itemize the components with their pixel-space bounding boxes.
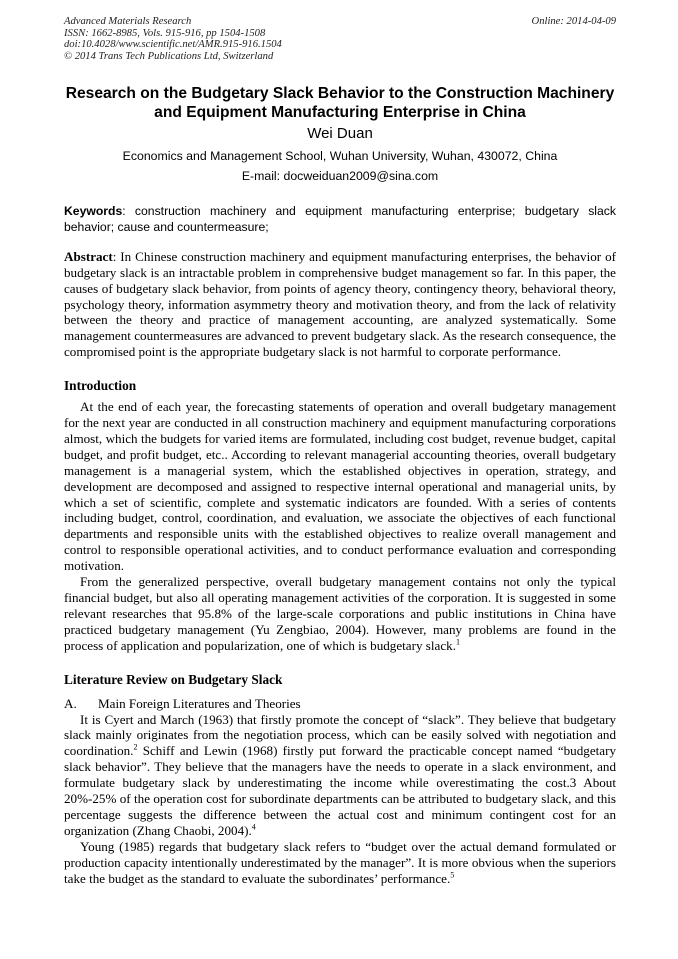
paper-title: Research on the Budgetary Slack Behavior to the Construction Machinery and Equipment Manufacturing Enterprise in China [65, 85, 615, 122]
author-email: E-mail: docweiduan2009@sina.com [241, 169, 439, 184]
affiliation: Economics and Management School, Wuhan University, Wuhan, 430072, China [122, 149, 558, 164]
keywords-label: Keywords [64, 204, 123, 219]
abstract-label: Abstract [64, 248, 113, 264]
footnote-ref: 5 [450, 870, 455, 880]
keywords [64, 204, 616, 234]
introduction-body [64, 399, 616, 654]
literature-text: Young (1985) regards that budgetary slack refers to “budget over the actual demand formulated or production capacity intentionally underestimated by the manager”. It is more obvious when the superiors take the budget as the standard to evaluate the subordinates’ performance. [64, 838, 616, 886]
journal-name: Advanced Materials Research [64, 16, 192, 27]
abstract-text: : In Chinese construction machinery and equipment manufacturing enterprises, the behavior of budgetary slack is an intractable problem in comprehensive budget management so far. In this paper, the causes of budgetary slack behavior, from points of agency theory, contingency theory, behavioral theory, psychology theory, information asymmetry theory and motivation theory, and from the lack of relativity between the theory and practice of management accounting, are analyzed systematically. Some management countermeasures are advanced to prevent budgetary slack. As the research consequence, the compromised point is the appropriate budgetary slack is not harmful to corporate performance. [64, 248, 616, 360]
subsection-title: Main Foreign Literatures and Theories [98, 695, 301, 711]
literature-text: Schiff and Lewin (1968) firstly put forward the practicable concept named “budgetary slack behavior”. They believe that the managers have the needs to operate in a slack environment, and formulate budgetary slack by underestimating the income while overestimating the cost.3 About 20%-25% of the operation cost for subordinate departments can be attributed to budgetary slack, and this percentage suggests the difference between the actual cost and minimum contingent cost for an organization (Zhang Chaobi, 2004). [64, 743, 616, 838]
literature-paragraph [64, 712, 616, 839]
issn-line: ISSN: 1662-8985, Vols. 915-916, pp 1504-1508 [64, 27, 266, 39]
online-date: Online: 2014-04-09 [531, 16, 616, 27]
footnote-ref: 1 [455, 637, 460, 647]
literature-text: It is Cyert and March (1963) that firstly promote the concept of “slack”. They believe that budgetary slack mainly originates from the negotiation process, which can be easily solved with negotiation and coordination. [64, 711, 616, 759]
paper-page [64, 16, 616, 887]
footnote-ref: 4 [251, 822, 256, 832]
subsection-heading [64, 696, 616, 712]
subsection-label: A. [64, 695, 77, 711]
author-name: Wei Duan [307, 125, 373, 143]
footnote-ref: 2 [133, 742, 138, 752]
keywords-text: : construction machinery and equipment manufacturing enterprise; budgetary slack behavior; cause and countermeasure; [64, 204, 616, 234]
literature-paragraph [64, 839, 616, 887]
intro-paragraph: At the end of each year, the forecasting statements of operation and overall budgetary management for the next year are conducted in all construction machinery and equipment manufacturing corporations almost, which the budgets for varied items are formulated, including cost budget, revenue budget, capital budget, and profit budget, etc.. According to relevant managerial accounting theories, overall budgetary management is a managerial system, which the established objectives in operation, strategy, and development are decomposed and assigned to respective internal operational and managerial units, by which a set of scientific, complete and systematic indicators are founded. With a series of contents including budget, control, coordination, and evaluation, we associate the objectives of each functional departments and responsible units with the established objectives to realize overall management and control to responsible operational activities, and to conduct performance evaluation and corresponding motivation. [64, 399, 616, 574]
section-heading-introduction: Introduction [64, 378, 137, 394]
intro-paragraph-text: From the generalized perspective, overall budgetary management contains not only the typical financial budget, but also all operating management activities of the corporation. It is suggested in some relevant researches that 95.8% of the large-scale corporations and public institutions in China have practiced budgetary management (Yu Zengbiao, 2004). However, many problems are found in the process of application and popularization, one of which is budgetary slack. [64, 574, 616, 653]
doi-line: doi:10.4028/www.scientific.net/AMR.915-916.1504 [64, 39, 282, 51]
section-heading-literature: Literature Review on Budgetary Slack [64, 671, 283, 687]
abstract [64, 249, 616, 360]
literature-body [64, 712, 616, 887]
copyright-line: © 2014 Trans Tech Publications Ltd, Switzerland [64, 50, 274, 62]
journal-header [64, 16, 616, 62]
intro-paragraph [64, 574, 616, 654]
